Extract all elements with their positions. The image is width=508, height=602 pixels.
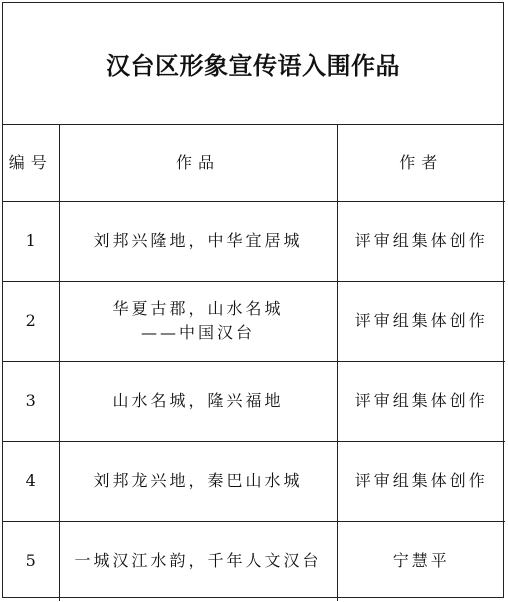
row-work-line: 一城汉江水韵，千年人文汉台 — [74, 551, 322, 571]
title-row — [3, 3, 503, 125]
row-work-line: 山水名城，隆兴福地 — [112, 391, 284, 410]
row-work-line: 刘邦龙兴地，秦巴山水城 — [93, 471, 303, 490]
table-row — [3, 361, 505, 441]
row-author: 评审组集体创作 — [337, 361, 505, 441]
row-author: 评审组集体创作 — [337, 281, 505, 361]
row-number: 5 — [3, 521, 59, 601]
row-author: 宁慧平 — [337, 521, 505, 601]
row-author: 评审组集体创作 — [337, 201, 505, 281]
row-number: 4 — [3, 441, 59, 521]
document-sheet — [2, 2, 504, 598]
row-number: 2 — [3, 281, 59, 361]
row-number: 3 — [3, 361, 59, 441]
row-work — [59, 361, 337, 441]
row-author: 评审组集体创作 — [337, 441, 505, 521]
row-number: 1 — [3, 201, 59, 281]
header-work: 作品 — [59, 125, 337, 201]
document-title: 汉台区形象宣传语入围作品 — [106, 52, 400, 80]
table-header-row — [3, 125, 505, 201]
header-number: 编号 — [3, 125, 59, 201]
header-author: 作者 — [337, 125, 505, 201]
row-work — [59, 521, 337, 601]
entries-table — [3, 125, 505, 601]
table-row — [3, 521, 505, 601]
row-work — [59, 441, 337, 521]
row-work-line: 华夏古郡，山水名城 — [112, 299, 284, 318]
row-work — [59, 281, 337, 361]
row-work-line-2: ——中国汉台 — [140, 323, 255, 342]
table-row — [3, 441, 505, 521]
table-row — [3, 201, 505, 281]
row-work — [59, 201, 337, 281]
row-work-line: 刘邦兴隆地，中华宜居城 — [93, 231, 303, 250]
table-row — [3, 281, 505, 361]
